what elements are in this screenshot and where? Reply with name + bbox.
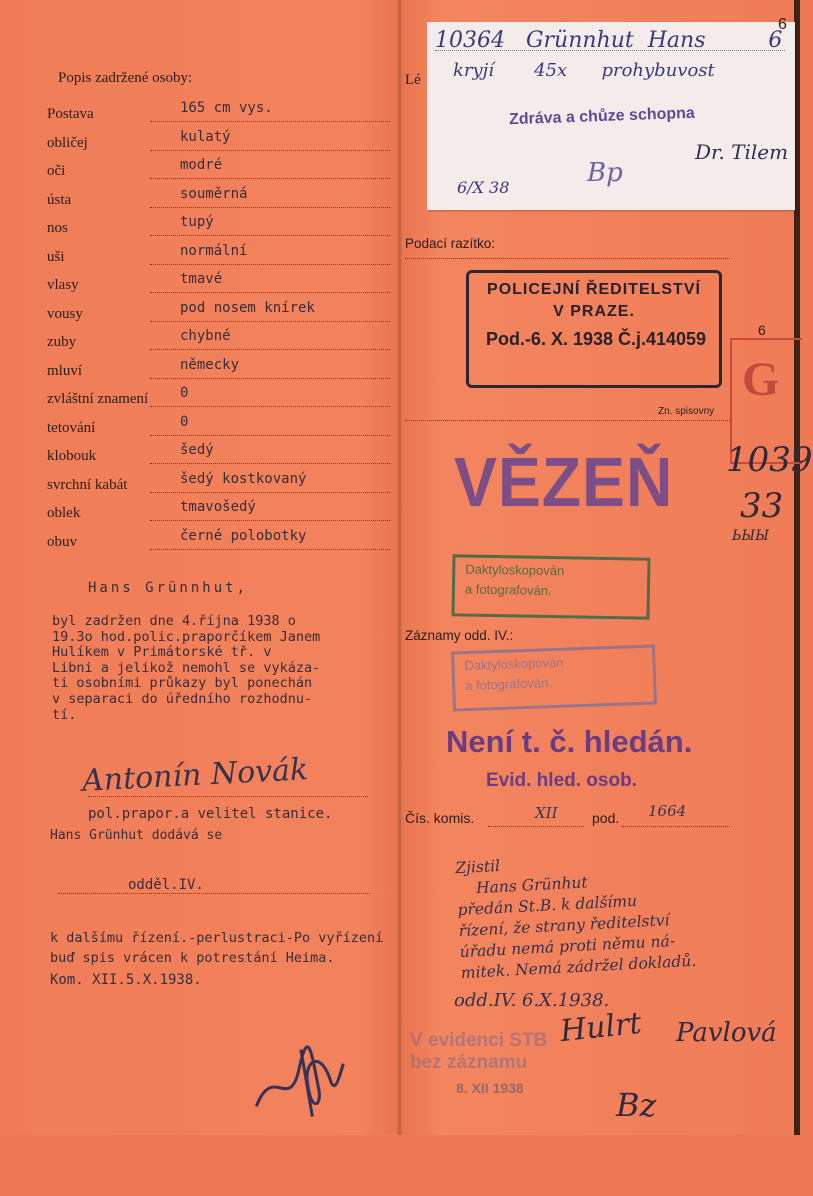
row-dotted-line [150, 150, 390, 151]
handwritten-date: odd.IV. 6.X.1938. [454, 990, 610, 1011]
row-dotted-line [150, 463, 390, 464]
records-label: Záznamy odd. IV.: [405, 628, 514, 643]
right-signature-3: Bz [616, 1086, 657, 1124]
pod-line [622, 826, 730, 827]
row-value: tmavošedý [180, 499, 256, 515]
health-stamp: Zdráva a chůze schopna [508, 104, 696, 129]
signature-scribble-icon [240, 1027, 400, 1127]
file-tab-letter: G [742, 353, 780, 406]
row-label: klobouk [47, 448, 97, 464]
center-fold [397, 0, 403, 1135]
row-dotted-line [150, 435, 390, 436]
commissariat-date: Kom. XII.5.X.1938. [50, 972, 202, 988]
row-label: tetování [47, 419, 96, 436]
row-value: pod nosem knírek [180, 299, 315, 316]
green-stamp-text: Daktyloskopován a fotografován. [464, 561, 565, 599]
signature-line [88, 796, 368, 797]
row-label: nos [47, 220, 68, 236]
detainee-name: Hans Grünnhut, [88, 580, 249, 596]
row-value: černé polobotky [180, 527, 307, 544]
slip-date: 6/X 38 [457, 178, 510, 197]
row-value: modré [180, 157, 223, 173]
row-value: souměrná [180, 185, 248, 202]
partial-label: Lé [405, 72, 421, 88]
officer-signature: Antonín Novák [81, 752, 309, 799]
police-directorate-stamp [466, 270, 722, 388]
stb-stamp-date: 8. XII 1938 [456, 1080, 524, 1096]
faded-stamp-text: Daktyloskopován a fotografován. [464, 654, 564, 694]
row-value: chybné [180, 328, 231, 344]
row-dotted-line [150, 492, 390, 493]
medical-slip [427, 22, 795, 210]
stamp-line-3: Pod.-6. X. 1938 Č.j.414059 [485, 329, 707, 349]
handwritten-number-1039: 1039 [726, 440, 813, 480]
not-wanted-stamp: Není t. č. hledán. [446, 724, 693, 759]
stamp-line-1: POLICEJNÍ ŘEDITELSTVÍ [487, 281, 701, 298]
pod-value: 1664 [648, 802, 687, 820]
archive-mark-line [405, 420, 730, 421]
row-value: 0 [180, 413, 189, 430]
prisoner-stamp: VĚZEŇ [454, 443, 674, 521]
row-value: tupý [180, 214, 214, 230]
commissariat-signature [178, 977, 409, 1196]
slip-initials: Bp [587, 158, 623, 188]
delivered-line: Hans Grünhut dodává se [50, 828, 223, 843]
row-dotted-line [150, 292, 390, 293]
row-dotted-line [150, 520, 390, 521]
row-label: uši [47, 248, 65, 265]
slip-condition-line: kryjí 45x prohybuvost [453, 60, 715, 81]
officer-title: pol.prapor.a velitel stanice. [88, 806, 333, 822]
row-label: vousy [47, 305, 83, 322]
row-label: oblek [47, 505, 81, 521]
left-title: Popis zadržené osoby: [58, 70, 193, 86]
fingerprinted-stamp-green [451, 554, 650, 619]
row-value: 0 [180, 385, 189, 401]
arrest-narrative: byl zadržen dne 4.října 1938 o 19.3o hod.polic.praporčíkem Janem Hulíkem v Primátorské tř. v Libni a jelikož nemohl se vykáza- ti osobními průkazy byl ponechán v separaci do úředního rozhodnu- tí. [52, 613, 321, 723]
row-dotted-line [150, 349, 390, 350]
right-signature-2: Pavlová [676, 1018, 777, 1048]
row-dotted-line [150, 549, 390, 550]
row-label: mluví [47, 362, 83, 379]
pod-label: pod. [592, 810, 620, 826]
archive-mark-label: Zn. spisovny [658, 406, 715, 417]
corner-number-mid: 6 [758, 322, 766, 338]
row-value: tmavé [180, 271, 223, 287]
row-dotted-line [150, 235, 390, 236]
fingerprinted-stamp-faded [451, 644, 657, 711]
corner-number-top: 6 [778, 16, 787, 33]
commission-number-line [488, 826, 584, 827]
row-dotted-line [150, 264, 390, 265]
row-value: 165 cm vys. [180, 100, 273, 116]
row-label: zuby [47, 334, 77, 350]
row-value: šedý kostkovaný [180, 470, 307, 487]
wanted-registry-stamp: Evid. hled. osob. [486, 770, 637, 791]
handwritten-scribble: ЬЫЫ [732, 528, 769, 544]
row-label: svrchní kabát [47, 476, 128, 493]
stamp-line-2: V PRAZE. [553, 303, 635, 320]
row-value: šedý [180, 442, 214, 458]
row-value: kulatý [180, 128, 231, 145]
filing-stamp-line [405, 258, 730, 259]
row-value: německy [180, 356, 240, 373]
row-label: ústa [47, 191, 72, 208]
row-value: normální [180, 242, 248, 259]
row-label: oči [47, 163, 66, 179]
row-dotted-line [150, 178, 390, 179]
handwritten-number-33: 33 [740, 486, 784, 526]
right-signature-1: Hulrt [558, 1005, 644, 1050]
row-dotted-line [150, 378, 390, 379]
row-dotted-line [150, 321, 390, 322]
stb-registry-stamp: V evidenci STB bez záznamu [410, 1030, 548, 1073]
doctor-signature: Dr. Tilem [695, 140, 789, 164]
commission-number-label: Čís. komis. [405, 810, 475, 826]
row-label: obličej [47, 134, 88, 151]
row-label: zvláštní znamení [47, 391, 149, 407]
row-dotted-line [150, 207, 390, 208]
department-dotted-line [58, 893, 370, 894]
slip-name-line: 10364 Grünnhut Hans 6 [435, 28, 783, 53]
department-line: odděl.IV. [128, 877, 204, 893]
filing-stamp-label: Podací razítko: [405, 236, 496, 251]
row-label: Postava [47, 106, 94, 122]
handwritten-note: Zjistil Hans Grünhut předán St.B. k dalšímu řízení, že strany ředitelství úřadu nemá proti němu ná- mitek. Nemá zádržel dokladů. [454, 856, 697, 983]
commission-number-value: XII [535, 804, 558, 822]
row-label: obuv [47, 533, 77, 550]
row-dotted-line [150, 121, 390, 122]
row-label: vlasy [47, 277, 79, 293]
further-instructions: k dalšímu řízení.-perlustraci-Po vyřízení buď spis vrácen k potrestání Heima. [50, 930, 384, 966]
row-dotted-line [150, 406, 390, 407]
slip-dotted-line [435, 50, 785, 51]
